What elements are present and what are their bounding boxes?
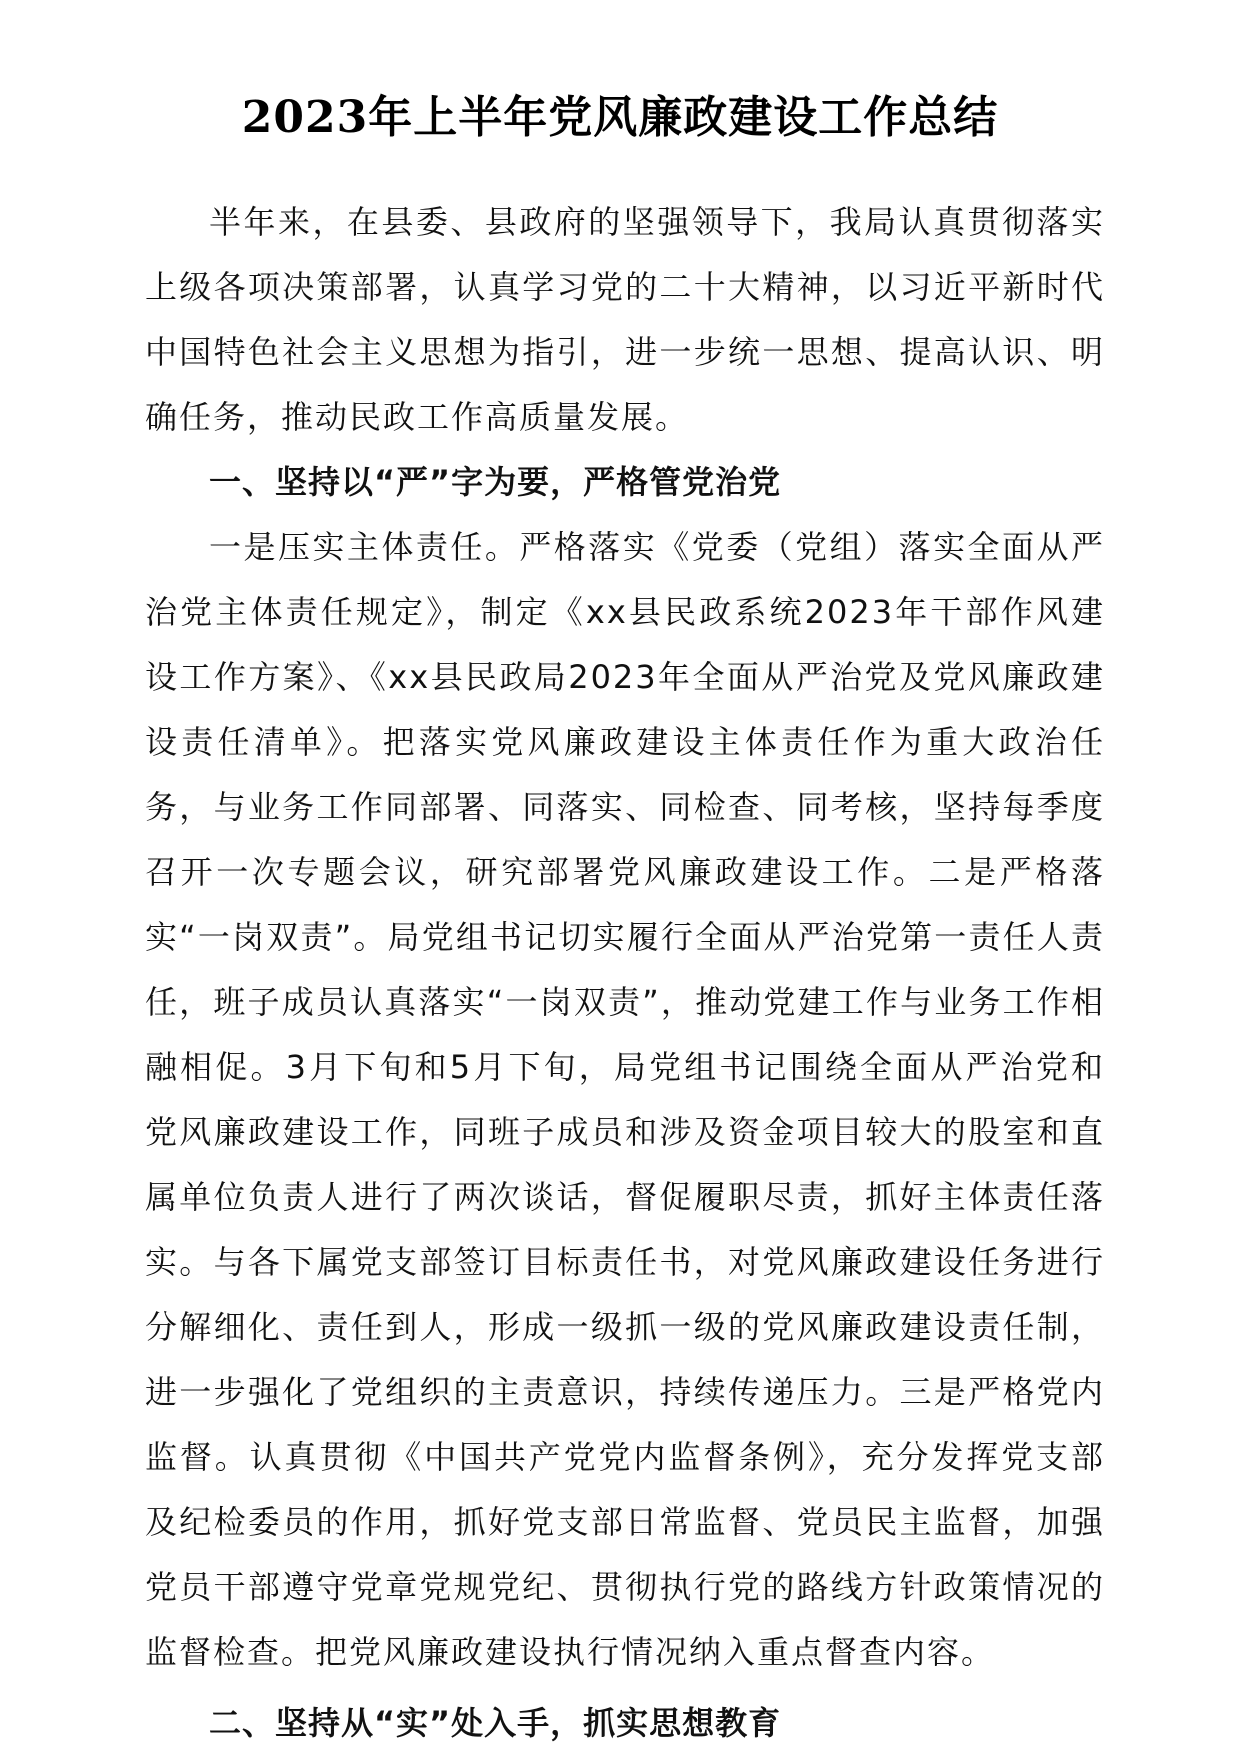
document-title: 2023年上半年党风廉政建设工作总结 bbox=[241, 92, 999, 143]
section-1-paragraph: 一是压实主体责任。严格落实《党委（党组）落实全面从严治党主体责任规定》，制定《xx县民政系统2023年干部作风建设工作方案》、《xx县民政局2023年全面从严治党及党风廉政建设责任清单》。把落实党风廉政建设主体责任作为重大政治任务，与业务工作同部署、同落实、同检查、同考核，坚持每季度召开一次专题会议，研究部署党风廉政建设工作。二是严格落实“一岗双责”。局党组书记切实履行全面从严治党第一责任人责任，班子成员认真落实“一岗双责”，推动党建工作与业务工作相融相促。3月下旬和5月下旬，局党组书记围绕全面从严治党和党风廉政建设工作，同班子成员和涉及资金项目较大的股室和直属单位负责人进行了两次谈话，督促履职尽责，抓好主体责任落实。与各下属党支部签订目标责任书，对党风廉政建设任务进行分解细化、责任到人，形成一级抓一级的党风廉政建设责任制，进一步强化了党组织的主责意识，持续传递压力。三是严格党内监督。认真贯彻《中国共产党党内监督条例》，充分发挥党支部及纪检委员的作用，抓好党支部日常监督、党员民主监督，加强党员干部遵守党章党规党纪、贯彻执行党的路线方针政策情况的监督检查。把党风廉政建设执行情况纳入重点督查内容。 bbox=[145, 528, 1105, 1671]
intro-paragraph: 半年来，在县委、县政府的坚强领导下，我局认真贯彻落实上级各项决策部署，认真学习党的二十大精神，以习近平新时代中国特色社会主义思想为指引，进一步统一思想、提高认识、明确任务，推动民政工作高质量发展。 bbox=[145, 203, 1105, 436]
section-2-heading: 二、坚持从“实”处入手，抓实思想教育 bbox=[209, 1704, 782, 1742]
document-body bbox=[145, 190, 1105, 1756]
section-1-heading: 一、坚持以“严”字为要，严格管党治党 bbox=[209, 463, 782, 501]
